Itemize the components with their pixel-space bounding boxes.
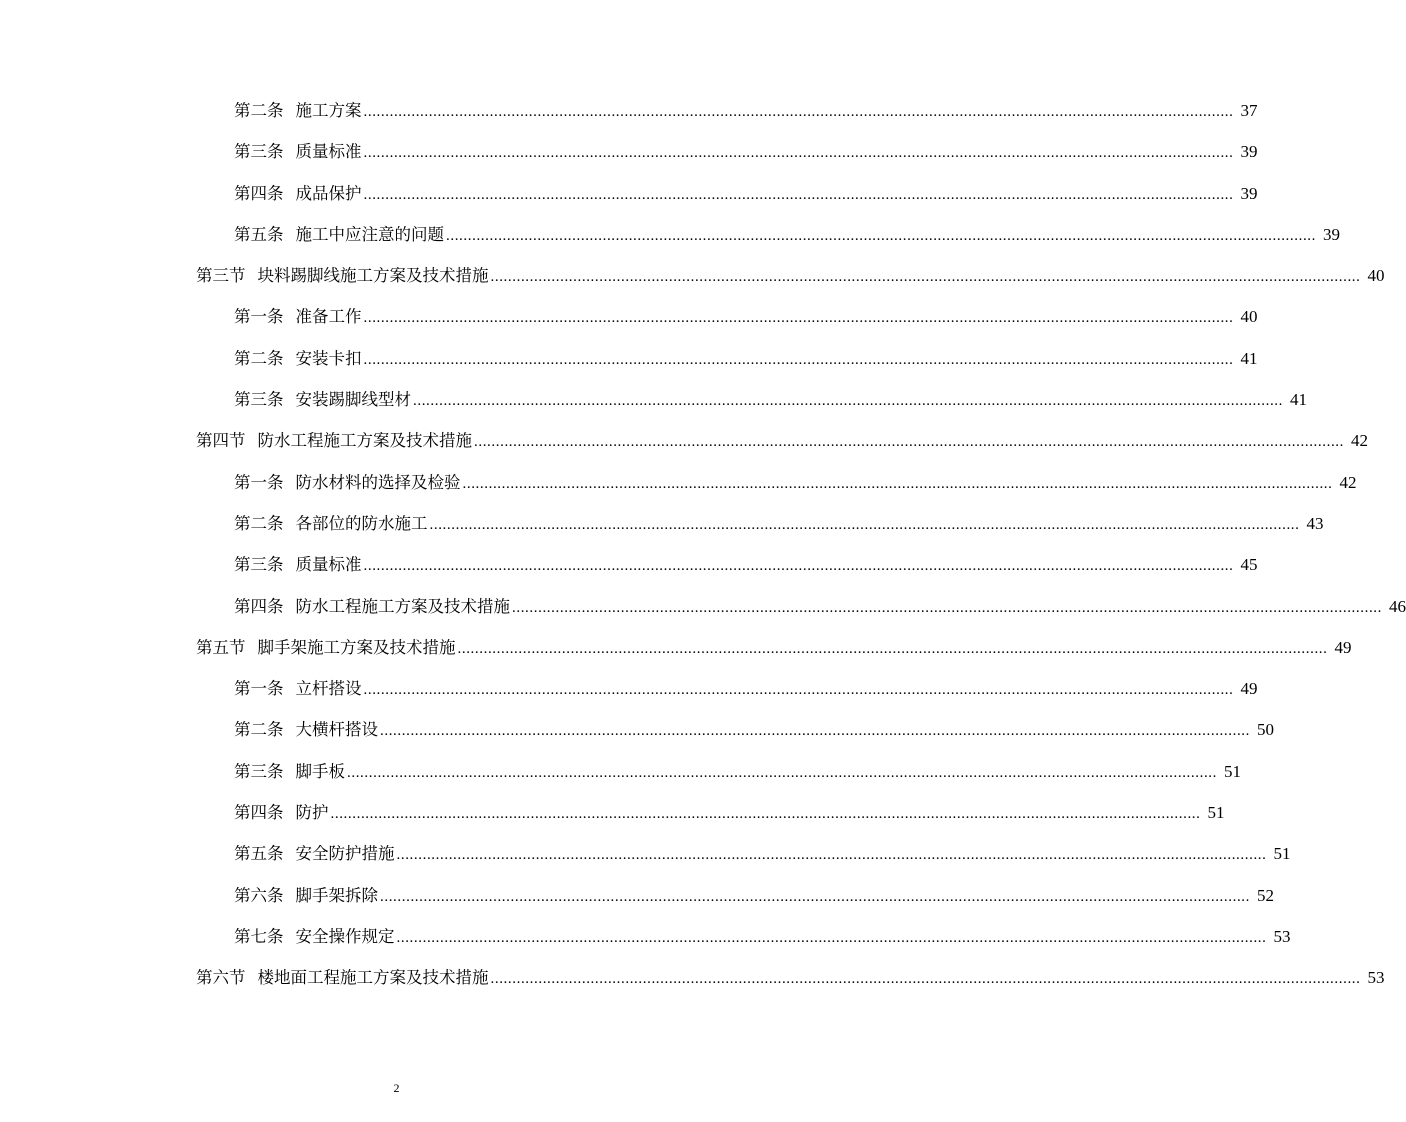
toc-entry-title: 质量标准 — [295, 142, 362, 162]
toc-entry-title: 准备工作 — [295, 307, 362, 327]
toc-entry-title: 成品保护 — [295, 183, 362, 203]
toc-entry-page: 45 — [1240, 555, 1258, 575]
toc-entry-page: 40 — [1367, 266, 1385, 286]
toc-entry-title: 质量标准 — [295, 555, 362, 575]
toc-entry-label: 第二条 — [234, 720, 284, 740]
toc-entry-page: 46 — [1389, 596, 1406, 616]
toc-entry-page: 50 — [1257, 720, 1274, 740]
toc-entry-page: 39 — [1240, 183, 1258, 203]
toc-entry-title: 安装卡扣 — [295, 348, 362, 368]
toc-entry-page: 51 — [1273, 844, 1291, 864]
toc-entry-title: 施工方案 — [295, 101, 362, 120]
toc-section-entry[interactable] — [0, 627, 1352, 668]
toc-entry-title: 块料踢脚线施工方案及技术措施 — [257, 266, 489, 286]
toc-entry-page: 39 — [1240, 142, 1258, 162]
toc-entry-label: 第三条 — [234, 390, 284, 410]
toc-entry-title: 防水工程施工方案及技术措施 — [295, 596, 510, 616]
toc-entry-page: 49 — [1240, 679, 1258, 699]
toc-section-entry[interactable] — [0, 255, 1385, 296]
toc-dot-leader: ........................................................................................................................................................................................................ — [363, 310, 1234, 327]
toc-entry-page: 51 — [1224, 761, 1241, 781]
toc-dot-leader: ........................................................................................................................................................................................................ — [429, 516, 1300, 533]
toc-entry-title: 防水工程施工方案及技术措施 — [257, 431, 472, 451]
toc-entry-page: 49 — [1334, 637, 1352, 657]
toc-dot-leader: ........................................................................................................................................................................................................ — [413, 393, 1283, 410]
table-of-contents — [0, 90, 1406, 999]
toc-entry-label: 第三条 — [234, 142, 284, 162]
toc-section-entry[interactable] — [0, 957, 1385, 998]
toc-article-entry[interactable] — [0, 586, 1406, 627]
toc-article-entry[interactable] — [0, 379, 1307, 420]
toc-entry-title: 楼地面工程施工方案及技术措施 — [257, 968, 489, 988]
toc-dot-leader: ........................................................................................................................................................................................................ — [363, 186, 1234, 203]
toc-entry-label: 第二条 — [234, 348, 284, 368]
toc-dot-leader: ........................................................................................................................................................................................................ — [490, 971, 1361, 988]
toc-entry-page: 53 — [1367, 968, 1385, 988]
toc-entry-page: 42 — [1339, 472, 1357, 492]
toc-dot-leader: ........................................................................................................................................................................................................ — [446, 227, 1316, 244]
toc-entry-page: 53 — [1273, 926, 1291, 946]
toc-entry-label: 第三条 — [234, 555, 284, 575]
toc-entry-page: 37 — [1240, 101, 1258, 120]
toc-article-entry[interactable] — [0, 131, 1258, 172]
toc-entry-title: 防护 — [295, 803, 329, 823]
toc-entry-label: 第六条 — [234, 885, 284, 905]
toc-entry-page: 43 — [1306, 513, 1324, 533]
toc-entry-label: 第四条 — [234, 803, 284, 823]
toc-dot-leader: ........................................................................................................................................................................................................ — [380, 888, 1250, 905]
toc-entry-label: 第四节 — [196, 431, 246, 451]
toc-dot-leader: ........................................................................................................................................................................................................ — [363, 351, 1234, 368]
toc-entry-page: 40 — [1240, 307, 1258, 327]
toc-entry-label: 第五条 — [234, 224, 284, 244]
toc-section-entry[interactable] — [0, 420, 1368, 461]
toc-entry-label: 第三节 — [196, 266, 246, 286]
toc-dot-leader: ........................................................................................................................................................................................................ — [512, 599, 1382, 616]
toc-entry-title: 脚手板 — [295, 761, 345, 781]
toc-entry-label: 第一条 — [234, 307, 284, 327]
toc-entry-label: 第三条 — [234, 761, 284, 781]
toc-entry-page: 51 — [1207, 803, 1225, 823]
toc-entry-label: 第一条 — [234, 472, 284, 492]
toc-article-entry[interactable] — [0, 173, 1258, 214]
toc-article-entry[interactable] — [0, 462, 1357, 503]
toc-entry-page: 52 — [1257, 885, 1274, 905]
toc-article-entry[interactable] — [0, 668, 1258, 709]
toc-dot-leader: ........................................................................................................................................................................................................ — [363, 682, 1234, 699]
toc-entry-title: 防水材料的选择及检验 — [295, 472, 461, 492]
toc-dot-leader: ........................................................................................................................................................................................................ — [462, 475, 1333, 492]
toc-entry-title: 立杆搭设 — [295, 679, 362, 699]
toc-entry-title: 施工中应注意的问题 — [295, 224, 444, 244]
toc-entry-label: 第四条 — [234, 183, 284, 203]
toc-entry-label: 第五节 — [196, 637, 246, 657]
toc-dot-leader: ........................................................................................................................................................................................................ — [490, 269, 1361, 286]
toc-entry-page: 41 — [1240, 348, 1258, 368]
toc-article-entry[interactable] — [0, 916, 1291, 957]
toc-article-entry[interactable] — [0, 214, 1340, 255]
toc-entry-page: 42 — [1351, 431, 1368, 451]
toc-entry-title: 安装踢脚线型材 — [295, 390, 411, 410]
toc-article-entry[interactable] — [0, 296, 1258, 337]
toc-entry-label: 第二条 — [234, 513, 284, 533]
toc-entry-title: 安全防护措施 — [295, 844, 395, 864]
toc-entry-page: 39 — [1323, 224, 1340, 244]
toc-article-entry[interactable] — [0, 544, 1258, 585]
toc-article-entry[interactable] — [0, 90, 1258, 131]
toc-entry-label: 第七条 — [234, 926, 284, 946]
toc-dot-leader: ........................................................................................................................................................................................................ — [457, 640, 1328, 657]
toc-entry-title: 大横杆搭设 — [295, 720, 378, 740]
toc-entry-label: 第一条 — [234, 679, 284, 699]
toc-dot-leader: ........................................................................................................................................................................................................ — [380, 723, 1250, 740]
toc-article-entry[interactable] — [0, 709, 1274, 750]
toc-article-entry[interactable] — [0, 792, 1225, 833]
toc-entry-label: 第六节 — [196, 968, 246, 988]
toc-entry-title: 各部位的防水施工 — [295, 513, 428, 533]
toc-dot-leader: ........................................................................................................................................................................................................ — [363, 145, 1234, 162]
toc-entry-label: 第五条 — [234, 844, 284, 864]
toc-dot-leader: ........................................................................................................................................................................................................ — [363, 104, 1234, 120]
toc-dot-leader: ........................................................................................................................................................................................................ — [347, 764, 1217, 781]
toc-dot-leader: ........................................................................................................................................................................................................ — [396, 847, 1267, 864]
toc-entry-page: 41 — [1290, 390, 1307, 410]
toc-article-entry[interactable] — [0, 503, 1324, 544]
toc-article-entry[interactable] — [0, 875, 1274, 916]
toc-dot-leader: ........................................................................................................................................................................................................ — [396, 929, 1267, 946]
toc-entry-label: 第二条 — [234, 101, 284, 120]
page-number: 2 — [393, 1081, 400, 1095]
toc-article-entry[interactable] — [0, 338, 1258, 379]
toc-entry-label: 第四条 — [234, 596, 284, 616]
toc-entry-title: 脚手架施工方案及技术措施 — [257, 637, 456, 657]
toc-dot-leader: ........................................................................................................................................................................................................ — [363, 558, 1234, 575]
toc-entry-title: 脚手架拆除 — [295, 885, 378, 905]
toc-dot-leader: ........................................................................................................................................................................................................ — [474, 434, 1344, 451]
toc-article-entry[interactable] — [0, 833, 1291, 874]
toc-dot-leader: ........................................................................................................................................................................................................ — [330, 806, 1201, 823]
toc-article-entry[interactable] — [0, 751, 1241, 792]
toc-entry-title: 安全操作规定 — [295, 926, 395, 946]
